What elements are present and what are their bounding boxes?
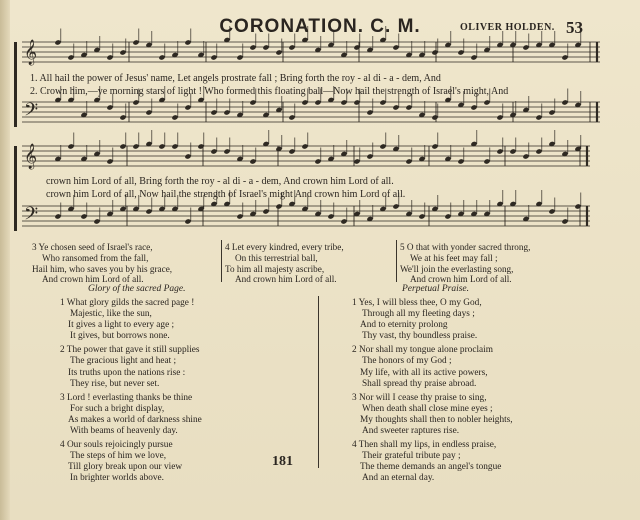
hymn-line: And to eternity prolong	[360, 320, 448, 331]
hymn-line: The theme demands an angel's tongue	[360, 462, 502, 473]
verse-divider	[396, 240, 397, 282]
verse-divider	[221, 240, 222, 282]
composer-name: OLIVER HOLDEN.	[460, 22, 555, 33]
verse-line: And crown him Lord of all.	[42, 274, 144, 285]
lyric-line-refrain-2: crown him Lord of all, Now hail the strength of Israel's might And crown him Lord of all.	[46, 189, 406, 200]
verse-line: On this terrestrial ball,	[235, 252, 318, 263]
system-brace	[14, 42, 17, 127]
hymn-line: They rise, but never set.	[70, 378, 160, 389]
hymn-line: As makes a world of darkness shine	[68, 414, 202, 425]
verse-4	[225, 242, 344, 285]
folio-number: 181	[272, 454, 293, 469]
hymn-line: 3 Lord ! everlasting thanks be thine	[60, 392, 193, 403]
hymn-line: Shall spread thy praise abroad.	[362, 378, 477, 389]
hymn-line: And sweeter raptures rise.	[362, 426, 460, 437]
hymn-line: The honors of my God ;	[362, 356, 452, 367]
hymn-line: 2 Nor shall my tongue alone proclaim	[352, 345, 493, 356]
hymn-line: The gracious light and heat ;	[70, 356, 177, 367]
hymn-left	[60, 298, 202, 485]
bass-clef-icon: 𝄢	[24, 100, 39, 125]
hymn-line: It gives, but borrows none.	[70, 331, 170, 342]
hymn-line: 4 Then shall my lips, in endless praise,	[352, 440, 497, 451]
hymn-line: 1 What glory gilds the sacred page !	[60, 298, 195, 308]
hymn-line: Thy vast, thy boundless praise.	[362, 331, 478, 342]
verse-line: Who ransomed from the fall,	[42, 252, 149, 263]
lyric-line-verse-1: 1. All hail the power of Jesus' name, Let angels prostrate fall ; Bring forth the roy - al di - a - dem, And	[30, 73, 441, 84]
verse-line: We at his feet may fall ;	[410, 252, 498, 263]
verse-line: We'll join the everlasting song,	[400, 263, 514, 274]
hymn-line: My life, with all its active powers,	[360, 367, 488, 378]
hymn-line: 4 Our souls rejoicingly pursue	[60, 440, 173, 451]
hymn-line: Till glory break upon our view	[68, 462, 183, 473]
verse-line: 4 Let every kindred, every tribe,	[225, 242, 344, 252]
hymn-line: And an eternal day.	[362, 473, 435, 484]
verse-5	[400, 242, 530, 285]
hymn-line: Their grateful tribute pay ;	[362, 451, 461, 462]
hymn-line: For such a bright display,	[70, 403, 165, 414]
hymn-line: When death shall close mine eyes ;	[362, 403, 493, 414]
hymn-line: In brighter worlds above.	[70, 473, 164, 484]
treble-clef-icon: 𝄞	[24, 40, 38, 65]
treble-clef-icon: 𝄞	[24, 144, 38, 169]
verse-line: Hail him, who saves you by his grace,	[32, 263, 173, 274]
hymn-right	[352, 298, 513, 485]
hymn-line: 1 Yes, I will bless thee, O my God,	[352, 298, 482, 308]
hymn-line: It gives a light to every age ;	[68, 320, 175, 331]
page-number: 53	[566, 18, 583, 37]
hymn-heading-left: Glory of the sacred Page.	[88, 284, 186, 294]
lyric-line-verse-2: 2. Crown him,—ye morning stars of light ! Who formed this floating ball—Now hail the strength of Israel's might, And	[30, 86, 509, 97]
hymn-line: Through all my fleeting days ;	[362, 309, 475, 320]
hymn-line: Majestic, like the sun,	[70, 309, 152, 320]
hymn-line: 3 Nor will I cease thy praise to sing,	[352, 392, 487, 403]
verse-line: 3 Ye chosen seed of Israel's race,	[32, 242, 153, 252]
verse-line: To him all majesty ascribe,	[225, 263, 325, 274]
verse-line: And crown him Lord of all.	[235, 274, 337, 285]
system-brace	[14, 146, 17, 231]
verse-line: 5 O that with yonder sacred throng,	[400, 242, 531, 252]
hymn-line: Its truths upon the nations rise :	[68, 367, 186, 378]
column-divider	[318, 296, 319, 468]
hymn-line: My thoughts shall then to nobler heights,	[360, 414, 513, 425]
lyric-line-refrain-1: crown him Lord of all, Bring forth the roy - al di - a - dem, And crown him Lord of all.	[46, 176, 394, 187]
hymn-line: With beams of heavenly day.	[70, 426, 178, 437]
hymn-title: CORONATION. C. M.	[219, 16, 421, 37]
hymn-line: 2 The power that gave it still supplies	[60, 345, 200, 356]
hymn-line: The steps of him we love,	[70, 451, 167, 462]
verse-line: And crown him Lord of all.	[410, 274, 512, 285]
bass-clef-icon: 𝄢	[24, 204, 39, 229]
hymn-heading-right: Perpetual Praise.	[402, 284, 470, 294]
verse-3	[32, 242, 172, 285]
